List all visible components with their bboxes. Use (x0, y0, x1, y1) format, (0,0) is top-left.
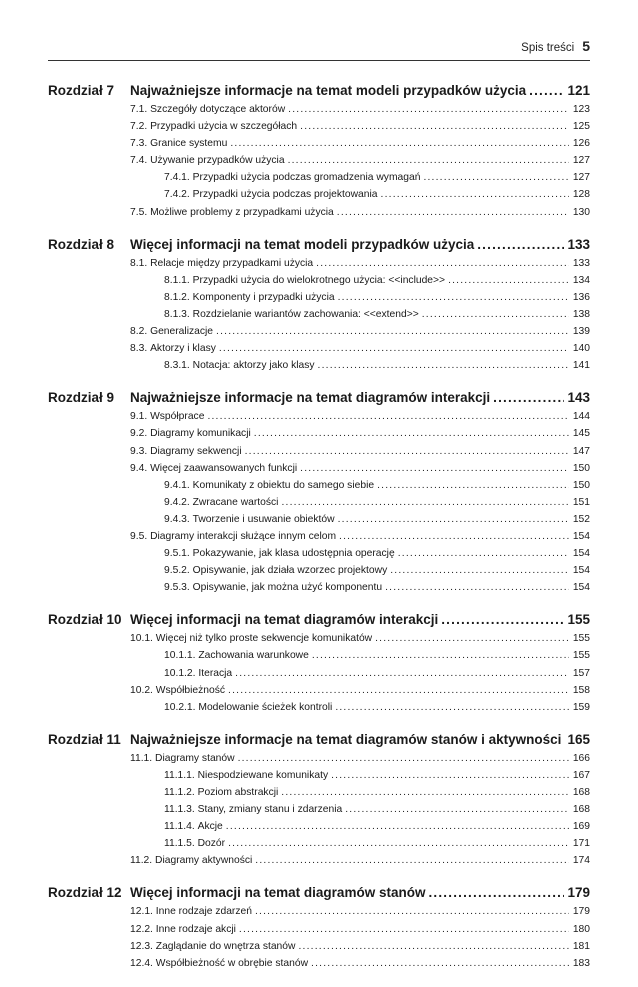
header-page-number: 5 (582, 38, 590, 54)
toc-entry[interactable] (164, 767, 590, 784)
entry-page: 183 (572, 955, 590, 972)
chapter-block (48, 611, 590, 715)
entry-page: 166 (572, 750, 590, 767)
toc-entry[interactable] (164, 272, 590, 289)
entry-title: Przypadki użycia do wielokrotnego użycia: <<include>> (193, 272, 445, 289)
toc-entry[interactable] (130, 528, 590, 545)
dot-leader (423, 169, 569, 186)
entry-title: Opisywanie, jak można użyć komponentu (193, 579, 382, 596)
entry-number: 7.3. (130, 135, 147, 152)
toc-entry[interactable] (164, 835, 590, 852)
toc-entry[interactable] (130, 938, 590, 955)
chapter-block (48, 731, 590, 870)
entry-number: 12.3. (130, 938, 153, 955)
dot-leader (255, 903, 569, 920)
toc-entry[interactable] (164, 306, 590, 323)
dot-leader (281, 494, 569, 511)
toc-entry[interactable] (130, 955, 590, 972)
entry-title: Rozdzielanie wariantów zachowania: <<extend>> (193, 306, 419, 323)
entry-number: 11.1.2. (164, 784, 195, 801)
dot-leader (338, 511, 569, 528)
entry-title: Modelowanie ścieżek kontroli (198, 699, 332, 716)
toc-entry[interactable] (164, 477, 590, 494)
entry-page: 145 (572, 425, 590, 442)
dot-leader (254, 425, 569, 442)
chapter-title: Więcej informacji na temat modeli przypadków użycia (130, 236, 474, 254)
entry-page: 126 (572, 135, 590, 152)
entry-title: Diagramy interakcji służące innym celom (150, 528, 336, 545)
dot-leader (390, 562, 569, 579)
entry-title: Akcje (198, 818, 223, 835)
entry-title: Zaglądanie do wnętrza stanów (156, 938, 296, 955)
dot-leader (219, 340, 569, 357)
dot-leader (288, 152, 569, 169)
entry-title: Zwracane wartości (193, 494, 279, 511)
toc-entry[interactable] (164, 494, 590, 511)
entry-title: Współprace (150, 408, 204, 425)
entry-page: 158 (572, 682, 590, 699)
entry-page: 154 (572, 528, 590, 545)
header-label: Spis treści (521, 42, 574, 54)
toc-entry[interactable] (130, 135, 590, 152)
entry-page: 139 (572, 323, 590, 340)
entry-page: 155 (572, 647, 590, 664)
entry-page: 151 (572, 494, 590, 511)
toc-entry[interactable] (164, 186, 590, 203)
toc-entry[interactable] (130, 118, 590, 135)
chapter-label: Rozdział 9 (48, 389, 128, 407)
entry-page: 144 (572, 408, 590, 425)
dot-leader (300, 118, 569, 135)
dot-leader (298, 938, 569, 955)
dot-leader (235, 665, 569, 682)
toc-entry[interactable] (130, 408, 590, 425)
dot-leader (375, 630, 569, 647)
entry-title: Diagramy sekwencji (150, 443, 242, 460)
entry-number: 8.1. (130, 255, 147, 272)
chapter-page: 179 (567, 884, 590, 902)
toc-entry[interactable] (130, 903, 590, 920)
dot-leader (312, 647, 569, 664)
entry-title: Diagramy komunikacji (150, 425, 251, 442)
entry-title: Generalizacje (150, 323, 213, 340)
dot-leader (216, 323, 569, 340)
chapter-page: 155 (567, 611, 590, 629)
dot-leader (337, 204, 569, 221)
entry-title: Pokazywanie, jak klasa udostępnia operację (193, 545, 395, 562)
entry-page: 125 (572, 118, 590, 135)
entry-title: Opisywanie, jak działa wzorzec projektowy (193, 562, 388, 579)
entry-title: Możliwe problemy z przypadkami użycia (150, 204, 334, 221)
entry-page: 180 (572, 921, 590, 938)
entry-number: 11.1.3. (164, 801, 195, 818)
dot-leader (385, 579, 569, 596)
entry-page: 154 (572, 562, 590, 579)
chapter-block (48, 82, 590, 221)
entry-title: Więcej zaawansowanych funkcji (150, 460, 297, 477)
entry-title: Aktorzy i klasy (150, 340, 216, 357)
toc-entry[interactable] (130, 852, 590, 869)
dot-leader (441, 611, 564, 629)
toc-entry[interactable] (164, 818, 590, 835)
entry-title: Inne rodzaje akcji (156, 921, 236, 938)
toc-entry[interactable] (130, 921, 590, 938)
entry-page: 150 (572, 460, 590, 477)
entry-page: 154 (572, 545, 590, 562)
entry-title: Szczegóły dotyczące aktorów (150, 101, 285, 118)
entry-page: 154 (572, 579, 590, 596)
dot-leader (300, 460, 569, 477)
entry-number: 9.5. (130, 528, 147, 545)
toc-entry[interactable] (130, 425, 590, 442)
entry-number: 8.3. (130, 340, 147, 357)
entry-number: 8.1.3. (164, 306, 190, 323)
chapter-page: 165 (567, 731, 590, 749)
entry-number: 9.2. (130, 425, 147, 442)
entry-title: Zachowania warunkowe (198, 647, 308, 664)
entry-title: Komunikaty z obiektu do samego siebie (193, 477, 374, 494)
entry-number: 11.1.5. (164, 835, 195, 852)
entry-page: 127 (572, 152, 590, 169)
entry-title: Komponenty i przypadki użycia (193, 289, 335, 306)
entry-page: 152 (572, 511, 590, 528)
entry-number: 9.1. (130, 408, 147, 425)
entry-title: Współbieżność w obrębie stanów (156, 955, 308, 972)
header-rule (48, 60, 590, 61)
entry-number: 9.5.3. (164, 579, 190, 596)
dot-leader (398, 545, 569, 562)
chapter-label: Rozdział 11 (48, 731, 128, 749)
entry-number: 9.3. (130, 443, 147, 460)
toc-entry[interactable] (130, 255, 590, 272)
entry-title: Przypadki użycia podczas projektowania (193, 186, 378, 203)
entry-number: 10.2. (130, 682, 153, 699)
entry-page: 123 (572, 101, 590, 118)
table-of-contents (48, 82, 590, 987)
toc-entry[interactable] (164, 562, 590, 579)
toc-entry[interactable] (164, 289, 590, 306)
chapter-title: Najważniejsze informacje na temat diagramów interakcji (130, 389, 490, 407)
toc-entry[interactable] (164, 511, 590, 528)
toc-entry[interactable] (130, 750, 590, 767)
page-header (48, 38, 590, 58)
dot-leader (428, 884, 564, 902)
chapter-block (48, 884, 590, 971)
entry-page: 150 (572, 477, 590, 494)
entry-page: 159 (572, 699, 590, 716)
chapter-entry[interactable] (130, 884, 590, 902)
toc-entry[interactable] (164, 784, 590, 801)
entry-title: Przypadki użycia w szczegółach (150, 118, 297, 135)
toc-entry[interactable] (130, 152, 590, 169)
dot-leader (377, 477, 569, 494)
chapter-label: Rozdział 12 (48, 884, 128, 902)
entry-page: 169 (572, 818, 590, 835)
entry-number: 11.1.4. (164, 818, 195, 835)
dot-leader (345, 801, 569, 818)
entry-number: 7.4. (130, 152, 147, 169)
entry-page: 147 (572, 443, 590, 460)
entry-page: 168 (572, 784, 590, 801)
dot-leader (448, 272, 569, 289)
dot-leader (207, 408, 569, 425)
entry-page: 128 (572, 186, 590, 203)
toc-entry[interactable] (130, 630, 590, 647)
entry-number: 10.1.1. (164, 647, 196, 664)
entry-number: 12.2. (130, 921, 153, 938)
dot-leader (529, 82, 564, 100)
toc-entry[interactable] (164, 665, 590, 682)
entry-number: 11.1.1. (164, 767, 195, 784)
entry-number: 7.4.1. (164, 169, 190, 186)
entry-title: Relacje między przypadkami użycia (150, 255, 313, 272)
entry-title: Diagramy aktywności (155, 852, 252, 869)
dot-leader (493, 389, 564, 407)
dot-leader (228, 835, 569, 852)
chapter-label: Rozdział 8 (48, 236, 128, 254)
entry-number: 11.2. (130, 852, 152, 869)
entry-page: 174 (572, 852, 590, 869)
chapter-block (48, 389, 590, 596)
dot-leader (477, 236, 564, 254)
entry-title: Współbieżność (156, 682, 225, 699)
dot-leader (318, 357, 569, 374)
toc-entry[interactable] (164, 357, 590, 374)
entry-number: 9.5.1. (164, 545, 190, 562)
entry-number: 12.4. (130, 955, 153, 972)
chapter-title: Więcej informacji na temat diagramów interakcji (130, 611, 438, 629)
entry-page: 167 (572, 767, 590, 784)
dot-leader (331, 767, 569, 784)
entry-page: 138 (572, 306, 590, 323)
entry-number: 9.4.3. (164, 511, 190, 528)
dot-leader (239, 921, 569, 938)
entry-title: Diagramy stanów (155, 750, 235, 767)
toc-entry[interactable] (130, 101, 590, 118)
dot-leader (381, 186, 569, 203)
entry-page: 127 (572, 169, 590, 186)
chapter-title: Najważniejsze informacje na temat diagramów stanów i aktywności (130, 731, 561, 749)
toc-entry[interactable] (130, 682, 590, 699)
entry-number: 8.1.1. (164, 272, 190, 289)
entry-number: 7.5. (130, 204, 147, 221)
toc-entry[interactable] (164, 801, 590, 818)
entry-number: 11.1. (130, 750, 152, 767)
chapter-label: Rozdział 10 (48, 611, 128, 629)
toc-entry[interactable] (164, 647, 590, 664)
toc-entry[interactable] (130, 460, 590, 477)
entry-title: Przypadki użycia podczas gromadzenia wymagań (193, 169, 421, 186)
entry-page: 134 (572, 272, 590, 289)
entry-number: 8.1.2. (164, 289, 190, 306)
chapter-page: 121 (567, 82, 590, 100)
entry-page: 179 (572, 903, 590, 920)
toc-entry[interactable] (130, 323, 590, 340)
entry-number: 9.5.2. (164, 562, 190, 579)
chapter-page: 133 (567, 236, 590, 254)
dot-leader (339, 528, 569, 545)
entry-number: 10.2.1. (164, 699, 196, 716)
chapter-entry[interactable] (130, 731, 590, 749)
toc-entry[interactable] (164, 579, 590, 596)
entry-page: 181 (572, 938, 590, 955)
entry-number: 7.4.2. (164, 186, 190, 203)
entry-number: 10.1.2. (164, 665, 196, 682)
chapter-entry[interactable] (130, 236, 590, 254)
entry-title: Notacja: aktorzy jako klasy (193, 357, 315, 374)
dot-leader (245, 443, 569, 460)
toc-entry[interactable] (130, 340, 590, 357)
entry-title: Dozór (198, 835, 225, 852)
dot-leader (238, 750, 569, 767)
entry-title: Iteracja (198, 665, 232, 682)
dot-leader (311, 955, 569, 972)
entry-number: 9.4. (130, 460, 147, 477)
toc-entry[interactable] (130, 443, 590, 460)
dot-leader (316, 255, 569, 272)
chapter-title: Więcej informacji na temat diagramów stanów (130, 884, 425, 902)
dot-leader (228, 682, 569, 699)
chapter-title: Najważniejsze informacje na temat modeli przypadków użycia (130, 82, 526, 100)
toc-entry[interactable] (130, 204, 590, 221)
dot-leader (335, 699, 569, 716)
entry-title: Granice systemu (150, 135, 227, 152)
entry-page: 133 (572, 255, 590, 272)
entry-page: 140 (572, 340, 590, 357)
entry-number: 12.1. (130, 903, 153, 920)
chapter-entry[interactable] (130, 82, 590, 100)
dot-leader (288, 101, 569, 118)
entry-number: 9.4.1. (164, 477, 190, 494)
entry-page: 155 (572, 630, 590, 647)
chapter-page: 143 (567, 389, 590, 407)
entry-title: Inne rodzaje zdarzeń (156, 903, 252, 920)
entry-title: Niespodziewane komunikaty (198, 767, 329, 784)
entry-number: 7.2. (130, 118, 147, 135)
entry-page: 141 (572, 357, 590, 374)
entry-title: Używanie przypadków użycia (150, 152, 285, 169)
toc-entry[interactable] (164, 169, 590, 186)
entry-title: Poziom abstrakcji (198, 784, 279, 801)
entry-page: 136 (572, 289, 590, 306)
entry-title: Tworzenie i usuwanie obiektów (193, 511, 335, 528)
entry-number: 9.4.2. (164, 494, 190, 511)
entry-number: 10.1. (130, 630, 153, 647)
chapter-block (48, 236, 590, 375)
toc-entry[interactable] (164, 699, 590, 716)
entry-page: 130 (572, 204, 590, 221)
dot-leader (255, 852, 569, 869)
entry-page: 171 (572, 835, 590, 852)
entry-page: 168 (572, 801, 590, 818)
entry-number: 8.3.1. (164, 357, 190, 374)
dot-leader (230, 135, 569, 152)
dot-leader (281, 784, 569, 801)
entry-title: Stany, zmiany stanu i zdarzenia (198, 801, 343, 818)
entry-number: 8.2. (130, 323, 147, 340)
dot-leader (338, 289, 569, 306)
entry-title: Więcej niż tylko proste sekwencje komunikatów (156, 630, 372, 647)
toc-entry[interactable] (164, 545, 590, 562)
dot-leader (422, 306, 569, 323)
entry-number: 7.1. (130, 101, 147, 118)
chapter-entry[interactable] (130, 389, 590, 407)
dot-leader (226, 818, 569, 835)
entry-page: 157 (572, 665, 590, 682)
chapter-entry[interactable] (130, 611, 590, 629)
chapter-label: Rozdział 7 (48, 82, 128, 100)
